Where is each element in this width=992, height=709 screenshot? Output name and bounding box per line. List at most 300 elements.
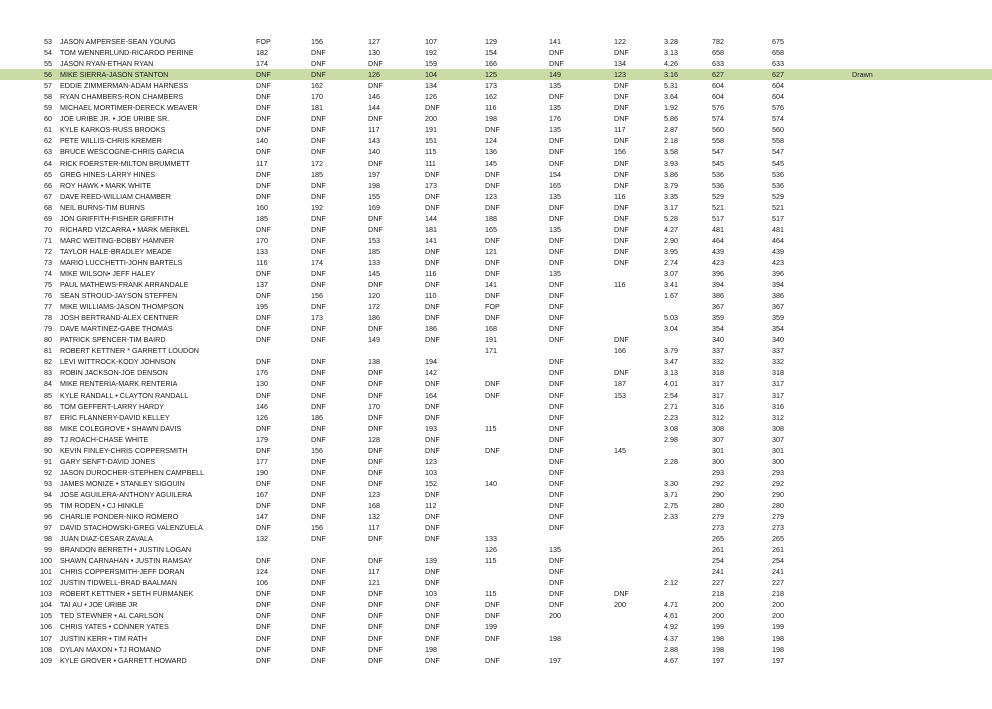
event-7-cell: DNF [614, 589, 629, 599]
rank-cell: 82 [44, 357, 52, 367]
average-cell: 3.04 [664, 324, 678, 334]
total-cell: 545 [712, 158, 724, 168]
event-1-cell: 106 [256, 578, 268, 588]
event-2-cell: DNF [311, 611, 326, 621]
event-1-cell: DNF [256, 478, 271, 488]
total-cell: 367 [712, 302, 724, 312]
total-cell: 633 [712, 59, 724, 69]
final-points-cell: 317 [772, 379, 784, 389]
rank-cell: 80 [44, 335, 52, 345]
rank-cell: 69 [44, 213, 52, 223]
event-6-cell: DNF [549, 589, 564, 599]
total-cell: 200 [712, 600, 724, 610]
event-4-cell: DNF [425, 169, 440, 179]
event-4-cell: DNF [425, 191, 440, 201]
final-points-cell: 279 [772, 512, 784, 522]
event-3-cell: DNF [368, 600, 383, 610]
event-4-cell: DNF [425, 257, 440, 267]
rank-cell: 71 [44, 235, 52, 245]
event-4-cell: 181 [425, 224, 437, 234]
event-1-cell: DNF [256, 268, 271, 278]
event-7-cell: DNF [614, 246, 629, 256]
final-points-cell: 354 [772, 324, 784, 334]
event-1-cell: DNF [256, 169, 271, 179]
team-name-cell: MIKE WILSON• JEFF HALEY [60, 268, 156, 278]
event-1-cell: DNF [256, 423, 271, 433]
event-6-cell: 141 [549, 37, 561, 46]
final-points-cell: 574 [772, 114, 784, 124]
rank-cell: 62 [44, 136, 52, 146]
rank-cell: 103 [40, 589, 52, 599]
event-4-cell: 193 [425, 423, 437, 433]
rank-cell: 70 [44, 224, 52, 234]
average-cell: 3.47 [664, 357, 678, 367]
event-5-cell: 145 [485, 158, 497, 168]
event-3-cell: DNF [368, 114, 383, 124]
event-2-cell: DNF [311, 324, 326, 334]
event-1-cell: 160 [256, 202, 268, 212]
rank-cell: 72 [44, 246, 52, 256]
team-name-cell: DYLAN MAXON • TJ ROMANO [60, 644, 162, 654]
event-3-cell: DNF [368, 379, 383, 389]
rank-cell: 54 [44, 48, 52, 58]
event-2-cell: DNF [311, 589, 326, 599]
event-3-cell: DNF [368, 423, 383, 433]
table-row [0, 533, 992, 544]
table-row [0, 511, 992, 522]
event-6-cell: DNF [549, 578, 564, 588]
event-5-cell: DNF [485, 180, 500, 190]
final-points-cell: 261 [772, 545, 784, 555]
event-3-cell: 155 [368, 191, 380, 201]
rank-cell: 75 [44, 280, 52, 290]
event-5-cell: DNF [485, 291, 500, 301]
final-points-cell: 197 [772, 655, 784, 665]
average-cell: 3.79 [664, 346, 678, 356]
event-4-cell: DNF [425, 103, 440, 113]
rank-cell: 83 [44, 368, 52, 378]
rank-cell: 97 [44, 523, 52, 533]
final-points-cell: 241 [772, 567, 784, 577]
event-7-cell: DNF [614, 103, 629, 113]
rank-cell: 106 [40, 622, 52, 632]
total-cell: 290 [712, 489, 724, 499]
final-points-cell: 560 [772, 125, 784, 135]
event-4-cell: DNF [425, 600, 440, 610]
event-1-cell: 132 [256, 534, 268, 544]
event-7-cell: 153 [614, 390, 626, 400]
final-points-cell: 273 [772, 523, 784, 533]
table-row [0, 555, 992, 566]
event-2-cell: 181 [311, 103, 323, 113]
final-points-cell: 200 [772, 611, 784, 621]
table-row [0, 158, 992, 169]
rank-cell: 100 [40, 556, 52, 566]
team-name-cell: ERIC FLANNERY-DAVID KELLEY [60, 412, 170, 422]
total-cell: 359 [712, 313, 724, 323]
event-7-cell: DNF [614, 235, 629, 245]
event-6-cell: DNF [549, 59, 564, 69]
table-row [0, 356, 992, 367]
table-row [0, 334, 992, 345]
event-7-cell: 156 [614, 147, 626, 157]
total-cell: 658 [712, 48, 724, 58]
final-points-cell: 521 [772, 202, 784, 212]
team-name-cell: ROY HAWK • MARK WHITE [60, 180, 152, 190]
event-7-cell: DNF [614, 335, 629, 345]
event-7-cell: DNF [614, 224, 629, 234]
event-6-cell: DNF [549, 600, 564, 610]
event-6-cell: 135 [549, 125, 561, 135]
event-6-cell: DNF [549, 280, 564, 290]
event-2-cell: DNF [311, 224, 326, 234]
total-cell: 332 [712, 357, 724, 367]
event-1-cell: DNF [256, 644, 271, 654]
event-4-cell: DNF [425, 523, 440, 533]
rank-cell: 90 [44, 445, 52, 455]
event-6-cell: DNF [549, 445, 564, 455]
table-row [0, 434, 992, 445]
event-4-cell: DNF [425, 280, 440, 290]
event-4-cell: DNF [425, 489, 440, 499]
total-cell: 199 [712, 622, 724, 632]
rank-cell: 85 [44, 390, 52, 400]
event-2-cell: DNF [311, 644, 326, 654]
rank-cell: 64 [44, 158, 52, 168]
event-1-cell: DNF [256, 600, 271, 610]
event-3-cell: 186 [368, 313, 380, 323]
table-row [0, 500, 992, 511]
event-2-cell: DNF [311, 368, 326, 378]
event-5-cell: DNF [485, 390, 500, 400]
rank-cell: 93 [44, 478, 52, 488]
rank-cell: 96 [44, 512, 52, 522]
team-name-cell: MARIO LUCCHETTI-JOHN BARTELS [60, 257, 183, 267]
average-cell: 3.08 [664, 423, 678, 433]
final-points-cell: 340 [772, 335, 784, 345]
event-2-cell: DNF [311, 567, 326, 577]
table-row [0, 367, 992, 378]
event-2-cell: DNF [311, 478, 326, 488]
total-cell: 576 [712, 103, 724, 113]
table-row [0, 58, 992, 69]
team-name-cell: JOE URIBE JR. • JOE URIBE SR. [60, 114, 170, 124]
event-4-cell: DNF [425, 379, 440, 389]
total-cell: 292 [712, 478, 724, 488]
team-name-cell: LEVI WITTROCK-KODY JOHNSON [60, 357, 176, 367]
event-2-cell: DNF [311, 191, 326, 201]
average-cell: 2.90 [664, 235, 678, 245]
rank-cell: 107 [40, 633, 52, 643]
total-cell: 293 [712, 467, 724, 477]
final-points-cell: 396 [772, 268, 784, 278]
event-6-cell: DNF [549, 202, 564, 212]
event-5-cell: 115 [485, 589, 497, 599]
average-cell: 3.93 [664, 158, 678, 168]
final-points-cell: 547 [772, 147, 784, 157]
final-points-cell: 265 [772, 534, 784, 544]
rank-cell: 59 [44, 103, 52, 113]
average-cell: 2.28 [664, 456, 678, 466]
table-row [0, 478, 992, 489]
event-5-cell: 115 [485, 556, 497, 566]
event-6-cell: 135 [549, 81, 561, 91]
average-cell: 2.71 [664, 401, 678, 411]
total-cell: 273 [712, 523, 724, 533]
rank-cell: 57 [44, 81, 52, 91]
event-2-cell: DNF [311, 335, 326, 345]
rank-cell: 74 [44, 268, 52, 278]
event-2-cell: 192 [311, 202, 323, 212]
table-row [0, 610, 992, 621]
event-1-cell: DNF [256, 611, 271, 621]
total-cell: 423 [712, 257, 724, 267]
event-1-cell: DNF [256, 313, 271, 323]
average-cell: 3.64 [664, 92, 678, 102]
rank-cell: 86 [44, 401, 52, 411]
event-2-cell: DNF [311, 59, 326, 69]
total-cell: 529 [712, 191, 724, 201]
event-3-cell: 128 [368, 434, 380, 444]
event-7-cell: 134 [614, 59, 626, 69]
rank-cell: 89 [44, 434, 52, 444]
table-row [0, 213, 992, 224]
final-points-cell: 675 [772, 37, 784, 46]
event-3-cell: DNF [368, 390, 383, 400]
event-3-cell: 172 [368, 302, 380, 312]
average-cell: 2.23 [664, 412, 678, 422]
team-name-cell: JON GRIFFITH-FISHER GRIFFITH [60, 213, 174, 223]
event-3-cell: 140 [368, 147, 380, 157]
team-name-cell: TJ ROACH-CHASE WHITE [60, 434, 149, 444]
final-points-cell: 198 [772, 644, 784, 654]
event-2-cell: DNF [311, 390, 326, 400]
event-1-cell: 185 [256, 213, 268, 223]
event-6-cell: 135 [549, 224, 561, 234]
average-cell: 3.86 [664, 169, 678, 179]
total-cell: 254 [712, 556, 724, 566]
average-cell: 1.67 [664, 291, 678, 301]
rank-cell: 77 [44, 302, 52, 312]
event-4-cell: 110 [425, 291, 437, 301]
table-row [0, 47, 992, 58]
event-2-cell: 156 [311, 523, 323, 533]
event-3-cell: 117 [368, 125, 380, 135]
final-points-cell: 293 [772, 467, 784, 477]
table-row [0, 235, 992, 246]
total-cell: 300 [712, 456, 724, 466]
event-6-cell: DNF [549, 213, 564, 223]
table-row [0, 633, 992, 644]
team-name-cell: PETE WILLIS-CHRIS KREMER [60, 136, 162, 146]
final-points-cell: 604 [772, 81, 784, 91]
table-row [0, 312, 992, 323]
final-points-cell: 316 [772, 401, 784, 411]
event-5-cell: DNF [485, 125, 500, 135]
rank-cell: 60 [44, 114, 52, 124]
table-row [0, 621, 992, 632]
total-cell: 386 [712, 291, 724, 301]
event-4-cell: 103 [425, 589, 437, 599]
event-6-cell: 176 [549, 114, 561, 124]
event-3-cell: 197 [368, 169, 380, 179]
note-cell: Drawn [852, 70, 873, 80]
final-points-cell: 359 [772, 313, 784, 323]
team-name-cell: RICK FOERSTER-MILTON BRUMMETT [60, 158, 190, 168]
event-4-cell: 111 [425, 158, 436, 168]
table-row [0, 246, 992, 257]
event-4-cell: DNF [425, 622, 440, 632]
team-name-cell: MIKE COLEGROVE • SHAWN DAVIS [60, 423, 182, 433]
event-4-cell: DNF [425, 633, 440, 643]
event-5-cell: 168 [485, 324, 497, 334]
event-5-cell: 125 [485, 70, 497, 80]
event-3-cell: 130 [368, 48, 380, 58]
event-7-cell: 122 [614, 37, 626, 46]
event-2-cell: 186 [311, 412, 323, 422]
event-3-cell: DNF [368, 534, 383, 544]
rank-cell: 67 [44, 191, 52, 201]
event-5-cell: DNF [485, 600, 500, 610]
event-4-cell: 126 [425, 92, 437, 102]
event-6-cell: DNF [549, 291, 564, 301]
table-row [0, 566, 992, 577]
event-5-cell: 166 [485, 59, 497, 69]
event-5-cell: DNF [485, 169, 500, 179]
team-name-cell: TAI AU • JOE URIBE JR [60, 600, 138, 610]
event-7-cell: DNF [614, 114, 629, 124]
final-points-cell: 423 [772, 257, 784, 267]
event-1-cell: 146 [256, 401, 268, 411]
average-cell: 3.41 [664, 280, 678, 290]
event-2-cell: DNF [311, 147, 326, 157]
rank-cell: 65 [44, 169, 52, 179]
event-7-cell: 123 [614, 70, 626, 80]
event-6-cell: 200 [549, 611, 561, 621]
event-4-cell: 144 [425, 213, 437, 223]
event-6-cell: 165 [549, 180, 561, 190]
event-7-cell: 116 [614, 280, 626, 290]
event-3-cell: DNF [368, 368, 383, 378]
event-5-cell: 126 [485, 545, 497, 555]
event-1-cell: 174 [256, 59, 268, 69]
rank-cell: 68 [44, 202, 52, 212]
table-row [0, 91, 992, 102]
event-5-cell: DNF [485, 257, 500, 267]
event-1-cell: DNF [256, 291, 271, 301]
event-3-cell: DNF [368, 81, 383, 91]
final-points-cell: 386 [772, 291, 784, 301]
event-7-cell: DNF [614, 257, 629, 267]
event-1-cell: DNF [256, 125, 271, 135]
event-2-cell: DNF [311, 180, 326, 190]
event-4-cell: 107 [425, 37, 437, 46]
average-cell: 2.98 [664, 434, 678, 444]
event-6-cell: DNF [549, 523, 564, 533]
event-6-cell: DNF [549, 456, 564, 466]
team-name-cell: BRANDON BERRETH • JUSTIN LOGAN [60, 545, 192, 555]
final-points-cell: 604 [772, 92, 784, 102]
event-4-cell: DNF [425, 655, 440, 665]
event-1-cell: 182 [256, 48, 268, 58]
table-row [0, 36, 992, 47]
event-5-cell: DNF [485, 633, 500, 643]
event-3-cell: 149 [368, 335, 380, 345]
event-6-cell: DNF [549, 556, 564, 566]
event-6-cell: 135 [549, 103, 561, 113]
average-cell: 3.71 [664, 489, 678, 499]
event-1-cell: DNF [256, 81, 271, 91]
average-cell: 3.30 [664, 478, 678, 488]
event-2-cell: DNF [311, 578, 326, 588]
total-cell: 439 [712, 246, 724, 256]
total-cell: 604 [712, 81, 724, 91]
event-7-cell: 117 [614, 125, 626, 135]
event-4-cell: 142 [425, 368, 437, 378]
average-cell: 3.79 [664, 180, 678, 190]
final-points-cell: 332 [772, 357, 784, 367]
event-1-cell: 117 [256, 158, 268, 168]
event-7-cell: DNF [614, 213, 629, 223]
team-name-cell: JOSH BERTRAND-ALEX CENTNER [60, 313, 179, 323]
event-1-cell: DNF [256, 324, 271, 334]
event-7-cell: 200 [614, 600, 626, 610]
event-3-cell: 117 [368, 523, 380, 533]
table-row [0, 191, 992, 202]
total-cell: 317 [712, 390, 724, 400]
average-cell: 2.18 [664, 136, 678, 146]
total-cell: 279 [712, 512, 724, 522]
team-name-cell: BRUCE WESCOGNE-CHRIS GARCIA [60, 147, 185, 157]
event-7-cell: DNF [614, 158, 629, 168]
total-cell: 198 [712, 644, 724, 654]
event-5-cell: 115 [485, 423, 497, 433]
team-name-cell: JASON AMPERSEE-SEAN YOUNG [60, 37, 176, 46]
final-points-cell: 200 [772, 600, 784, 610]
team-name-cell: PAUL MATHEWS-FRANK ARRANDALE [60, 280, 189, 290]
event-3-cell: DNF [368, 280, 383, 290]
final-points-cell: 317 [772, 390, 784, 400]
average-cell: 2.75 [664, 500, 678, 510]
event-6-cell: DNF [549, 512, 564, 522]
event-2-cell: DNF [311, 534, 326, 544]
total-cell: 318 [712, 368, 724, 378]
event-6-cell: DNF [549, 324, 564, 334]
event-1-cell: DNF [256, 589, 271, 599]
average-cell: 5.28 [664, 213, 678, 223]
final-points-cell: 627 [772, 70, 784, 80]
event-4-cell: DNF [425, 534, 440, 544]
table-row [0, 423, 992, 434]
event-6-cell: 135 [549, 545, 561, 555]
total-cell: 265 [712, 534, 724, 544]
final-points-cell: 545 [772, 158, 784, 168]
total-cell: 200 [712, 611, 724, 621]
rank-cell: 58 [44, 92, 52, 102]
team-name-cell: JUAN DIAZ-CESAR ZAVALA [60, 534, 153, 544]
table-row [0, 655, 992, 666]
rank-cell: 94 [44, 489, 52, 499]
total-cell: 227 [712, 578, 724, 588]
average-cell: 5.86 [664, 114, 678, 124]
event-3-cell: 144 [368, 103, 380, 113]
event-5-cell: DNF [485, 655, 500, 665]
event-2-cell: DNF [311, 246, 326, 256]
event-5-cell: 191 [485, 335, 497, 345]
table-row [0, 345, 992, 356]
event-4-cell: 200 [425, 114, 437, 124]
event-6-cell: DNF [549, 434, 564, 444]
